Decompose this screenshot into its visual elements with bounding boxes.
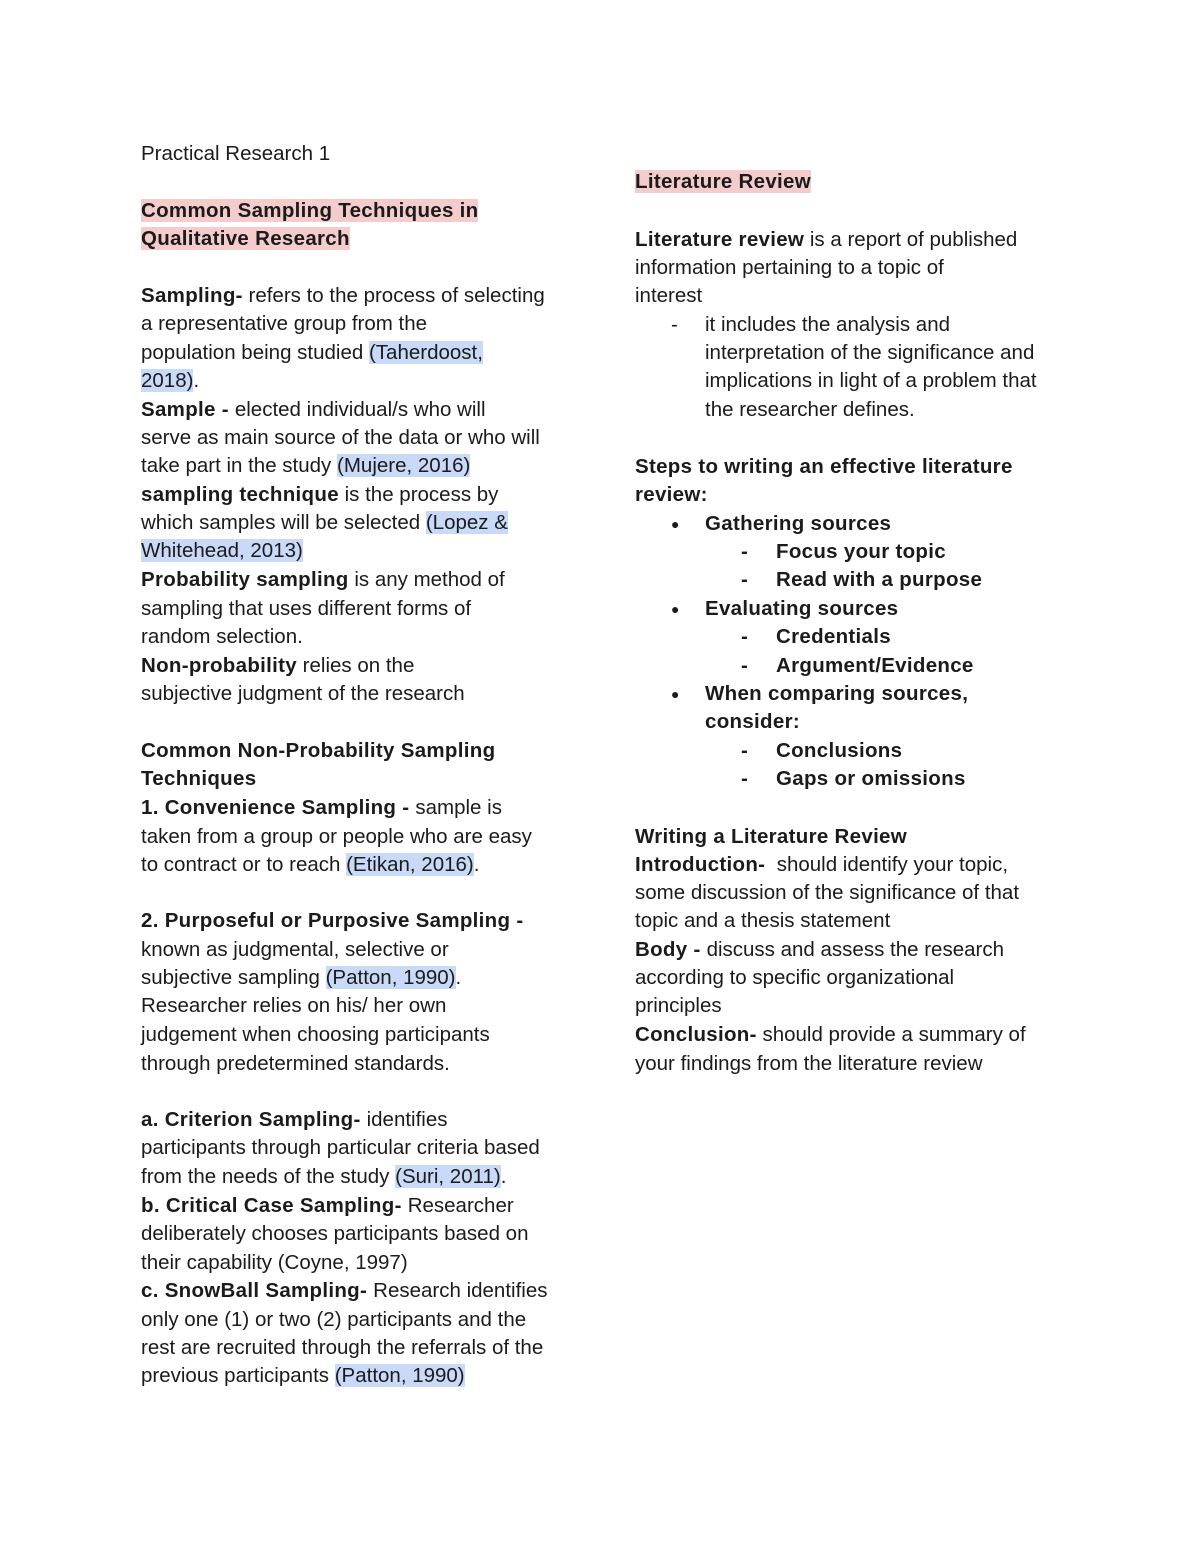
definition-line: deliberately chooses participants based on — [141, 1222, 529, 1245]
definition-line: information pertaining to a topic of — [635, 256, 944, 279]
definition-line: Probability sampling is any method of — [141, 568, 505, 591]
citation-link[interactable]: (Patton, 1990) — [325, 966, 456, 989]
definition-line: from the needs of the study (Suri, 2011). — [141, 1165, 507, 1188]
definition-line: b. Critical Case Sampling- Researcher — [141, 1194, 514, 1217]
bullet-item: ● Evaluating sources — [635, 595, 1075, 623]
dash-marker: - — [671, 313, 678, 336]
list-item: - it includes the analysis and — [635, 311, 1075, 339]
dash-marker: - — [741, 540, 748, 563]
list-item-cont: the researcher defines. — [705, 398, 915, 421]
definition-line: 2018). — [141, 369, 200, 392]
citation-link[interactable]: (Mujere, 2016) — [337, 454, 471, 477]
bullet-icon: ● — [671, 686, 680, 702]
list-item-cont: implications in light of a problem that — [705, 369, 1037, 392]
sub-item: - Argument/Evidence — [635, 652, 1075, 680]
bullet-icon: ● — [671, 601, 680, 617]
citation-link[interactable]: 2018) — [141, 369, 194, 392]
sub-item: - Focus your topic — [635, 538, 1075, 566]
citation-link[interactable]: (Lopez & — [425, 511, 508, 534]
citation-link[interactable]: Whitehead, 2013) — [141, 539, 303, 562]
definition-line: subjective sampling (Patton, 1990). — [141, 966, 462, 989]
definition-line: to contract or to reach (Etikan, 2016). — [141, 853, 480, 876]
definition-line: topic and a thesis statement — [635, 909, 891, 932]
definition-line: participants through particular criteria based — [141, 1136, 540, 1159]
bullet-icon: ● — [671, 516, 680, 532]
definition-line: Body - discuss and assess the research — [635, 938, 1004, 961]
definition-line: c. SnowBall Sampling- Research identifies — [141, 1279, 548, 1302]
term: Sample - — [141, 398, 235, 421]
definition-line: taken from a group or people who are easy — [141, 825, 532, 848]
definition-line: according to specific organizational — [635, 966, 955, 989]
definition-line: sampling that uses different forms of — [141, 597, 472, 620]
definition-line: a representative group from the — [141, 312, 428, 335]
term: Conclusion- — [635, 1023, 757, 1046]
definition-line: principles — [635, 994, 722, 1017]
definition-line: Introduction- should identify your topic, — [635, 853, 1009, 876]
definition-line: random selection. — [141, 625, 303, 648]
definition-line: sampling technique is the process by — [141, 483, 499, 506]
sub-item: - Read with a purpose — [635, 566, 1075, 594]
definition-line: only one (1) or two (2) participants and the — [141, 1308, 527, 1331]
definition-line — [141, 537, 303, 565]
definition-line: judgement when choosing participants — [141, 1023, 490, 1046]
term: Sampling- — [141, 284, 243, 307]
list-item-cont: interpretation of the significance and — [705, 341, 1035, 364]
definition-line: some discussion of the significance of that — [635, 881, 1020, 904]
term: Literature review — [635, 228, 805, 251]
citation-link[interactable]: (Patton, 1990) — [334, 1364, 465, 1387]
definition-line: known as judgmental, selective or — [141, 938, 449, 961]
page-title: Practical Research 1 — [141, 142, 331, 165]
citation-link[interactable]: (Taherdoost, — [368, 341, 483, 364]
term: Introduction- — [635, 853, 766, 876]
term: c. SnowBall Sampling- — [141, 1279, 374, 1302]
definition-line: Researcher relies on his/ her own — [141, 994, 447, 1017]
definition-line: Non-probability relies on the — [141, 654, 415, 677]
definition-line: interest — [635, 284, 703, 307]
section-heading: Literature Review — [635, 170, 811, 193]
section-heading: Common Sampling Techniques in — [141, 199, 479, 222]
bullet-item: ● When comparing sources, — [635, 680, 1075, 708]
dash-marker: - — [741, 654, 748, 677]
definition-line: Literature review is a report of published — [635, 228, 1018, 251]
definition-line: subjective judgment of the research — [141, 682, 465, 705]
section-heading: review: — [635, 483, 708, 506]
dash-marker: - — [741, 739, 748, 762]
dash-marker: - — [741, 568, 748, 591]
term: Non-probability — [141, 654, 297, 677]
definition-line: serve as main source of the data or who will — [141, 426, 540, 449]
section-heading: Writing a Literature Review — [635, 825, 908, 848]
citation-link[interactable]: (Suri, 2011) — [395, 1165, 501, 1188]
bullet-item: ● Gathering sources — [635, 510, 1075, 538]
term: a. Criterion Sampling- — [141, 1108, 367, 1131]
definition-line: population being studied (Taherdoost, — [141, 341, 483, 364]
sub-item: - Credentials — [635, 623, 1075, 651]
definition-line: rest are recruited through the referrals of the — [141, 1336, 544, 1359]
term: Body - — [635, 938, 707, 961]
section-heading: Qualitative Research — [141, 227, 350, 250]
term: 1. Convenience Sampling - — [141, 796, 416, 819]
definition-line: take part in the study (Mujere, 2016) — [141, 454, 471, 477]
definition-line: through predetermined standards. — [141, 1052, 450, 1075]
dash-marker: - — [741, 625, 748, 648]
definition-line: 2. Purposeful or Purposive Sampling - — [141, 909, 524, 932]
definition-line: Sample - elected individual/s who will — [141, 398, 486, 421]
definition-line: previous participants (Patton, 1990) — [141, 1364, 465, 1387]
definition-line: 1. Convenience Sampling - sample is — [141, 796, 502, 819]
sub-item: - Gaps or omissions — [635, 765, 1075, 793]
sub-item: - Conclusions — [635, 737, 1075, 765]
definition-line: their capability (Coyne, 1997) — [141, 1251, 408, 1274]
dash-marker: - — [741, 767, 748, 790]
term: sampling technique — [141, 483, 339, 506]
term: Probability sampling — [141, 568, 349, 591]
definition-line: a. Criterion Sampling- identifies — [141, 1108, 448, 1131]
section-heading: Techniques — [141, 767, 257, 790]
definition-line: Conclusion- should provide a summary of — [635, 1023, 1026, 1046]
section-heading: Steps to writing an effective literature — [635, 455, 1013, 478]
definition-line: your findings from the literature review — [635, 1052, 983, 1075]
term: b. Critical Case Sampling- — [141, 1194, 408, 1217]
definition-line: Sampling- refers to the process of selecting — [141, 284, 545, 307]
section-heading: Common Non-Probability Sampling — [141, 739, 496, 762]
bullet-item-cont: consider: — [705, 710, 800, 733]
definition-line: which samples will be selected (Lopez & — [141, 511, 508, 534]
citation-link[interactable]: (Etikan, 2016) — [346, 853, 474, 876]
